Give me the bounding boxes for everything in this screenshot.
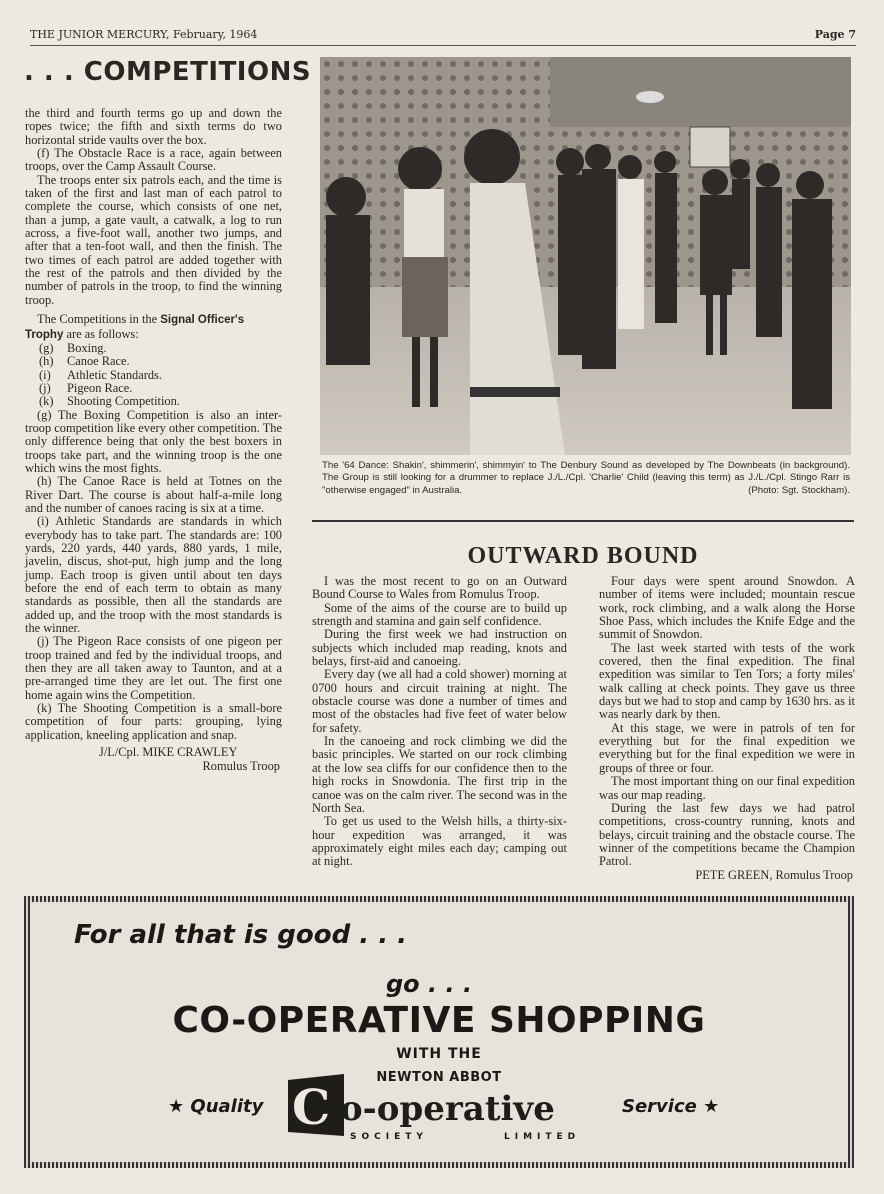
ob-c1-p2: Some of the aims of the course are to build up strength and stamina and gain self confidence.	[312, 600, 567, 629]
ob-c1-p3: During the first week we had instruction on subjects which included map reading, knots and belays, first-aid and canoeing.	[312, 627, 567, 669]
ad-with-the: WITH THE	[396, 1046, 482, 1062]
coop-advertisement	[24, 896, 854, 1168]
ad-line-1: For all that is good . . .	[74, 920, 408, 950]
logo-limited: LIMITED	[504, 1132, 581, 1142]
competitions-column	[25, 107, 282, 773]
dance-photo-image	[320, 57, 851, 455]
ob-c1-p1: I was the most recent to go on an Outward Bound Course to Wales from Romulus Troop.	[312, 574, 567, 602]
coop-logo	[284, 1070, 614, 1140]
svg-text:C: C	[292, 1080, 331, 1136]
competitions-p1: the third and fourth terms go up and down the ropes twice; the fifth and sixth terms do two horizontal stride vaults over the box.	[25, 106, 282, 147]
competitions-p8: (j) The Pigeon Race consists of one pigeon per troop trained and fed by the individual troops, and then they are all taken away to Taunton, and at a pre-arranged time they are let out. The first one home again wins the Competition.	[25, 634, 282, 702]
page-header	[30, 28, 856, 46]
ad-quality: ★ Quality	[168, 1096, 264, 1117]
ad-service: Service ★	[622, 1096, 720, 1117]
ob-author: PETE GREEN, Romulus Troop	[695, 867, 853, 882]
competitions-title: . . . COMPETITIONS	[24, 57, 312, 87]
ob-c2-p5: During the last few days we had patrol competitions, cross-country running, knots and belays, circuit training and the obstacle course. The winner of the competitions became the Champion Patrol.	[599, 800, 855, 869]
competitions-p2: (f) The Obstacle Race is a race, again between troops, over the Camp Assault Course.	[25, 146, 282, 174]
ob-c2-p1: Four days were spent around Snowdon. A number of items were included; mountain rescue work, rock climbing, and a walk along the Horse Shoe Pass, which includes the Knife Edge and the summit of Snowdon.	[599, 574, 855, 642]
coop-logo-word: o-operative	[340, 1089, 555, 1129]
list-item: (i) Athletic Standards.	[39, 367, 162, 382]
ob-c2-p4: The most important thing on our final expedition was our map reading.	[599, 774, 855, 802]
ad-line-2: go . . .	[386, 970, 473, 998]
competitions-p9: (k) The Shooting Competition is a small-bore competition of four parts: grouping, lying application, kneeling application and snap.	[25, 701, 282, 742]
photo-credit: (Photo: Sgt. Stockham).	[748, 484, 850, 496]
page-number: Page 7	[814, 28, 856, 41]
author-troop: Romulus Troop	[202, 758, 280, 773]
list-item: (g) Boxing.	[39, 340, 107, 355]
trophy-list	[25, 342, 282, 409]
outward-column-1	[312, 575, 567, 869]
competitions-p5: (g) The Boxing Competition is also an inter-troop competition like every other competition. The only difference being that only the best boxers in troops take part, and the winning troop is the one which wins the most fights.	[25, 407, 282, 475]
author-name: J/L/Cpl. MIKE CRAWLEY	[99, 745, 238, 760]
outward-column-2	[599, 575, 855, 882]
ob-c1-p5: In the canoeing and rock climbing we did the basic principles. We started on our rock climbing at the low sea cliffs for our confidence then to the high rocks in Snowdonia. The first trip in the canoe was on the calm river. The second was in the North Sea.	[312, 734, 567, 815]
competitions-p3: The troops enter six patrols each, and the time is taken of the first and last man of each patrol to complete the course, which consists of one net, than a jump, a gate vault, a catwalk, a log to run across, a five-foot wall, another two jumps, and after that a ten-foot wall, and then the finish. The two times of each patrol are added together with the rest of the patrols and then divided by the number of patrols in the troop, to find the winning troop.	[25, 172, 282, 307]
competitions-p7: (i) Athletic Standards are standards in which everybody has to take part. The standards are: 100 yards, 220 yards, 440 yards, 880 yards, 1 mile, javelin, discus, shot-put, high jump and the long jump. Each troop is given until about ten days before the end of each term to obtain as many standards as possible, then all the standards are added up, and the troop with the most standards is the winner.	[25, 514, 282, 636]
caption-text: The '64 Dance: Shakin', shimmerin', shimmyin' to The Denbury Sound as developed by The Downbeats (in background). The Group is still looking for a drummer to replace J./L./Cpl. 'Charlie' Child (leaving this term) as J./L./Cpl. Stingo Rarr is "otherwise engaged" in Australia.	[322, 460, 850, 496]
ob-c2-p2: The last week started with tests of the work covered, then the final expedition. The final expedition was similar to Ten Tors; a forty miles' walk calling at check points. They gave us three days but we had to stop and camp by 1630 hrs. as it was nearly dark by then.	[599, 640, 855, 722]
ob-c1-p4: Every day (we all had a cold shower) morning at 0700 hours and circuit training at night. The obstacle course was done a number of times and most of the obstacles had five feet of water below for safety.	[312, 667, 567, 735]
competitions-p6: (h) The Canoe Race is held at Totnes on the River Dart. The course is about half-a-mile long and the number of canoes racing is six at a time.	[25, 474, 282, 515]
list-item: (h) Canoe Race.	[39, 354, 130, 369]
outward-bound-title: OUTWARD BOUND	[467, 543, 699, 569]
publication-title: THE JUNIOR MERCURY, February, 1964	[30, 28, 258, 41]
logo-society: SOCIETY	[350, 1132, 428, 1142]
section-divider	[312, 520, 854, 522]
list-item: (k) Shooting Competition.	[39, 394, 180, 409]
dance-photo	[320, 57, 851, 455]
ad-newton-abbot: NEWTON ABBOT	[376, 1070, 502, 1085]
ob-c1-p6: To get us used to the Welsh hills, a thirty-six-hour expedition was arranged, it was approximately eight miles each day; camping out at night.	[312, 814, 567, 869]
ob-c2-p3: At this stage, we were in patrols of ten for everything but for the final expedition we everything but for the final expedition we were in groups of three or four.	[599, 720, 855, 775]
photo-caption	[322, 460, 850, 497]
list-item: (j) Pigeon Race.	[39, 380, 133, 395]
ad-headline: CO-OPERATIVE SHOPPING	[172, 1000, 706, 1041]
competitions-p4: The Competitions in the Signal Officer's Trophy are as follows:	[25, 312, 245, 341]
